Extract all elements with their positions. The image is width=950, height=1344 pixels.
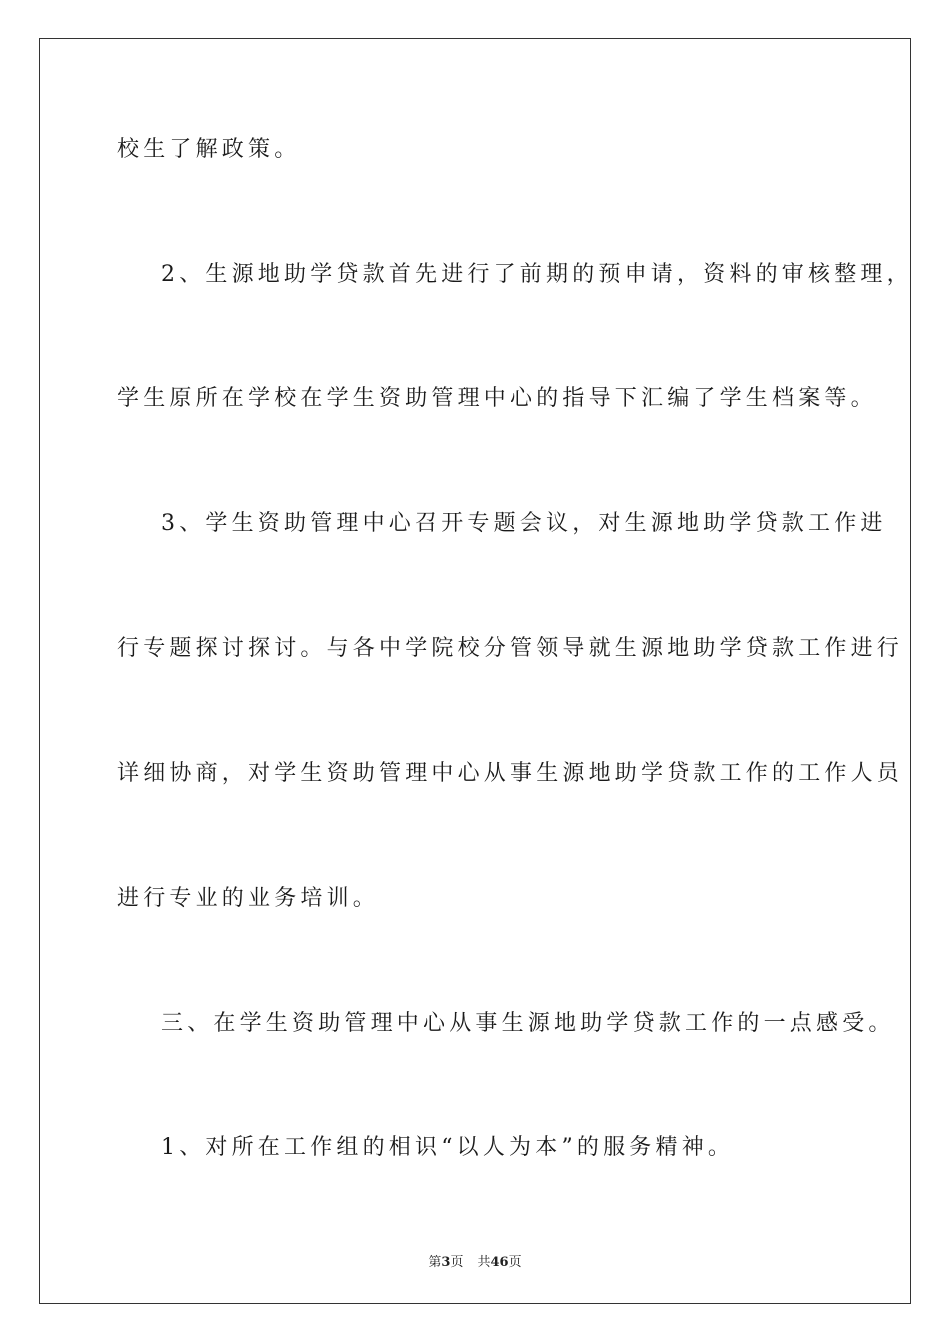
paragraph-line-7: 进行专业的业务培训。 <box>117 886 380 911</box>
paragraph-line-4: 3、学生资助管理中心召开专题会议，对生源地助学贷款工作进 <box>161 511 887 536</box>
paragraph-line-6: 详细协商，对学生资助管理中心从事生源地助学贷款工作的工作人员 <box>117 761 904 786</box>
footer-page-total: 46 <box>490 1255 509 1270</box>
paragraph-line-1: 校生了解政策。 <box>117 137 301 162</box>
paragraph-line-3: 学生原所在学校在学生资助管理中心的指导下汇编了学生档案等。 <box>117 386 877 411</box>
paragraph-line-5: 行专题探讨探讨。与各中学院校分管领导就生源地助学贷款工作进行 <box>117 636 904 661</box>
paragraph-line-2: 2、生源地助学贷款首先进行了前期的预申请，资料的审核整理， <box>161 262 913 287</box>
paragraph-line-9: 1、对所在工作组的相识“以人为本”的服务精神。 <box>161 1135 735 1160</box>
footer-page-prefix: 第 <box>428 1255 442 1270</box>
footer-total-prefix: 共 <box>477 1255 491 1270</box>
footer-page-suffix: 页 <box>450 1255 464 1270</box>
page-footer <box>0 1251 950 1270</box>
footer-total-suffix: 页 <box>508 1255 522 1270</box>
footer-page-current: 3 <box>441 1255 451 1270</box>
page-frame <box>39 38 911 1304</box>
section-heading-line: 三、在学生资助管理中心从事生源地助学贷款工作的一点感受。 <box>161 1011 895 1036</box>
